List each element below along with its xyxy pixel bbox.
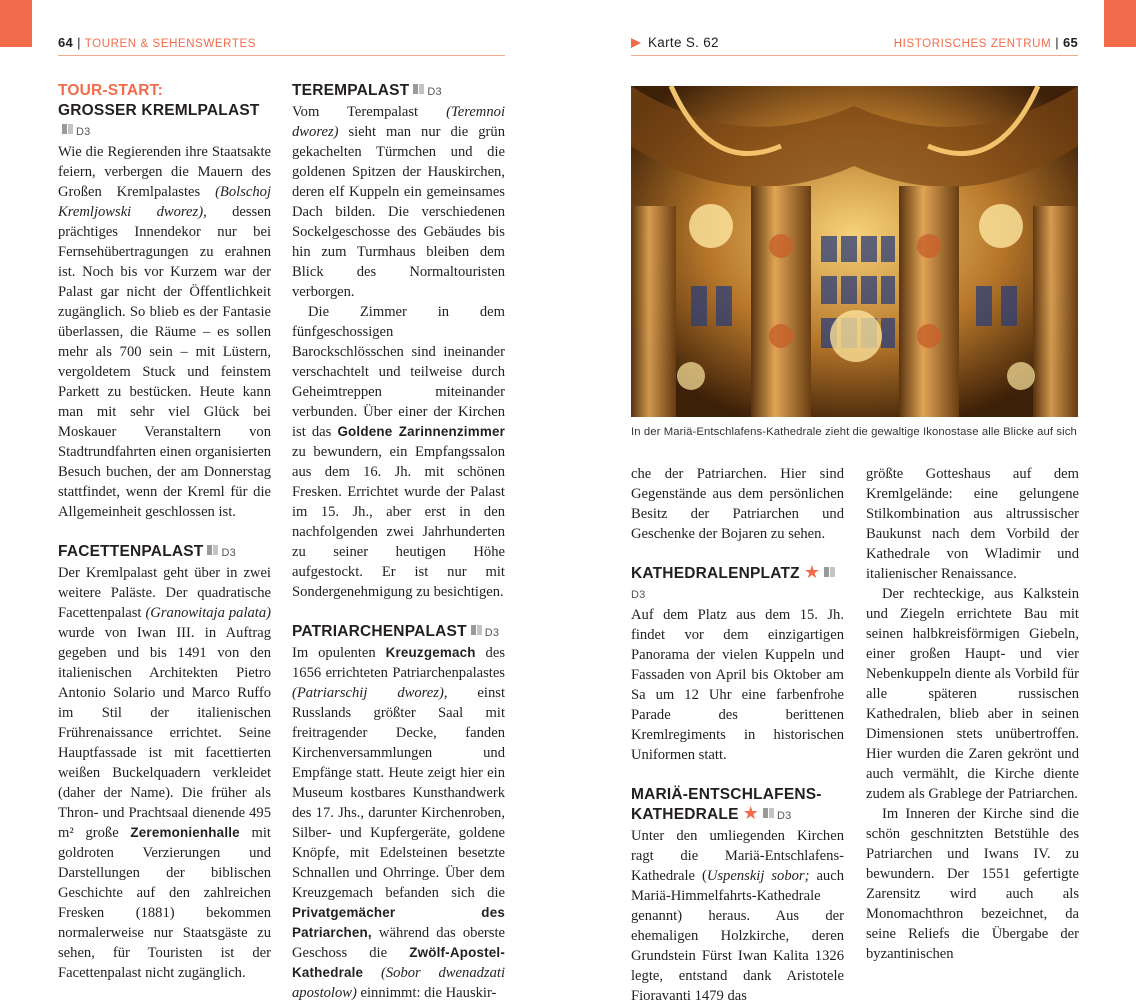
arrow-right-icon [631, 38, 641, 48]
photo-caption: In der Mariä-Entschlafens-Kathedrale zieht die gewaltige Ikonostase alle Blicke auf sich [631, 426, 1077, 438]
book-map-icon [763, 808, 774, 818]
heading-grosser-kremlpalast [58, 101, 271, 142]
keyword: Zwölf-Apostel-Kathedrale [292, 945, 505, 980]
paragraph-continued: größte Gotteshaus auf dem Kremlgelände: eine gelungene Stilkombination aus altrussischer Baukunst nach dem Vorbild der Kathedrale von Wladimir und italienischer Renaissance. [866, 466, 1079, 582]
star-icon: ★ [803, 561, 821, 582]
heading-text: KATHEDRALE [631, 806, 739, 823]
text-run: Im opulenten [292, 645, 386, 661]
heading-kathedralenplatz [631, 561, 844, 605]
map-grid-ref[interactable]: D3 [776, 810, 792, 822]
keyword: Zeremonienhalle [130, 825, 240, 840]
book-map-icon [62, 124, 73, 134]
thumb-tab-right [1104, 0, 1136, 47]
map-grid-ref[interactable]: D3 [631, 589, 646, 601]
book-map-icon [824, 567, 835, 577]
paragraph-terempalast-2 [292, 302, 505, 602]
map-grid-ref[interactable]: D3 [221, 547, 236, 559]
text-run: einst Russlands größter Saal mit freitragender Decke, fanden Kirchenversammlungen und Empfänge statt. Heute zeigt hier ein Museum kostbares Kunsthandwerk des 17. Jhs., darunter Kirchenroben, Silber- und Kupfergeräte, goldene Knöpfe, mit Edelsteinen besetzte Schnallen und Ohrringe. Über dem Kreuzgemach befanden sich die [292, 685, 505, 901]
page-number-right: 65 [1062, 35, 1078, 50]
paragraph-terempalast-1 [292, 102, 505, 302]
book-map-icon [207, 545, 218, 555]
text-run [363, 965, 381, 981]
page-number-left: 64 [58, 35, 74, 50]
paragraph-bau: Der rechteckige, aus Kalkstein und Ziegeln errichtete Bau mit seinen halbkreisförmigen Giebeln, einer großen Haupt- und vier Nebenkuppeln diente als Vorbild für alle späteren russischen Kathedralen, blieb aber in seinen Dimensionen stets unübertroffen. Hier wurden die Zaren gekrönt und auch vermählt, die Kirche diente zudem als Grablege der Patriarchen. [866, 586, 1079, 802]
text-run: des 1656 errichteten Patriarchenpalastes [292, 645, 505, 681]
text-run: Der Kremlpalast geht über in zwei weitere Paläste. Der quadratische Facettenpalast [58, 565, 271, 621]
paragraph-facettenpalast [58, 563, 271, 983]
keyword: Privatgemächer des Patriarchen, [292, 905, 505, 940]
paragraph-continued: che der Patriarchen. Hier sind Gegenstände aus dem persönlichen Besitz der Patriarchen und Geschenke der Bojaren zu sehen. [631, 466, 844, 542]
paragraph-maria-entschlafens [631, 826, 844, 1006]
text-column-4 [866, 464, 1079, 964]
text-column-2 [292, 81, 505, 1003]
text-run: Vom Terempalast [292, 104, 447, 120]
text-run-italic: Uspenskij sobor; [706, 868, 810, 884]
running-header-right [631, 35, 1078, 56]
text-run: Unter den umliegenden Kirchen ragt die Mariä-Entschlafens-Kathedrale ( [631, 828, 844, 884]
heading-facettenpalast [58, 542, 271, 563]
text-run-italic: (Granowitaja palata) [145, 605, 272, 621]
heading-text: MARIÄ-ENTSCHLAFENS- [631, 786, 822, 803]
header-separator: | [77, 35, 81, 50]
heading-patriarchenpalast [292, 622, 505, 643]
map-reference[interactable] [631, 35, 719, 50]
map-grid-ref[interactable]: D3 [484, 627, 500, 639]
heading-text: KATHEDRALENPLATZ [631, 565, 800, 582]
map-reference-label: Karte S. 62 [648, 35, 719, 50]
paragraph-patriarchenpalast [292, 643, 505, 1003]
paragraph-inneren: Im Inneren der Kirche sind die schön geschnitzten Betstühle des Patriarchen und Iwans IV. zu bewundern. Der 1551 gefertigte Zarensitz wird auch als Monomachthron bezeichnet, da seine Reliefs die Übergabe der byzantinischen [866, 806, 1079, 962]
text-run: auch Mariä-Himmelfahrts-Kathedrale genannt) heraus. Aus der ehemaligen Holzkirche, deren Grundstein Fürst Iwan Kalita 1326 legte, entstand dank Aristotele Fioravanti 1479 das [631, 868, 844, 1004]
text-run-italic: (Bolschoj Kremljowski dworez), [58, 184, 271, 220]
heading-text: GROSSER KREMLPALAST [58, 102, 260, 119]
text-run-italic: (Sobor dwenadzati apostolow) [292, 965, 505, 1001]
text-run: Die Zimmer in dem fünfgeschossigen Barockschlösschen sind ineinander verschachtelt und teilweise durch Geheimtreppen miteinander verbunden. Über einer der Kirchen ist das [292, 304, 505, 440]
running-header-left [58, 35, 505, 56]
text-run: während das oberste Geschoss die [292, 925, 505, 961]
text-run: zu bewundern, ein Empfangssalon aus dem 16. Jh. mit schönen Fresken. Errichtet wurde der Palast im 15. Jh., aber erst in den nachfolgenden zwei Jahrhunderten zu seiner heutigen Höhe aufgestockt. Er ist nur mit Sondergenehmigung zu besichtigen. [292, 444, 505, 600]
heading-text: TEREMPALAST [292, 82, 410, 99]
text-column-3 [631, 464, 844, 1006]
text-run: wurde von Iwan III. in Auftrag gegeben und bis 1491 von den italienischen Architekten Pietro Antonio Solario und Marco Ruffo im Stil der italienischen Frührenaissance errichtet. Seine Hauptfassade ist mit facettierten weißen Buckelquadern verkleidet (daher der Name). Die früher als Thron- und Prachtsaal dienende 495 m² große [58, 625, 271, 841]
text-run-italic: (Patriarschij dworez), [292, 685, 448, 701]
book-map-icon [413, 84, 424, 94]
section-title-left: TOUREN & SEHENSWERTES [84, 38, 257, 50]
tour-start-label: TOUR-START: [58, 82, 163, 99]
text-run: Wie die Regierenden ihre Staatsakte feiern, verbergen die Mauern des Großen Kremlpalastes [58, 144, 271, 200]
cathedral-iconostasis-photo [631, 86, 1078, 417]
book-map-icon [471, 625, 482, 635]
header-separator: | [1055, 35, 1059, 50]
star-icon: ★ [742, 802, 759, 823]
map-grid-ref[interactable]: D3 [76, 126, 91, 138]
map-grid-ref[interactable]: D3 [427, 86, 442, 98]
text-run: sieht man nur die grün gekachelten Türmchen und die goldenen Spitzen der Hauskirchen, deren elf Kuppeln ein gemeinsames Dach bilden. Die verschiedenen Sockelgeschosse des Gebäudes bis hin zum Turmhaus bleiben dem Blick des Normaltouristen verborgen. [292, 124, 505, 300]
photo-illustration [631, 86, 1078, 417]
heading-maria-entschlafens-kathedrale [631, 785, 844, 826]
text-run: einnimmt: die Hauskir- [356, 985, 497, 1001]
text-run-italic: (Teremnoi dworez) [292, 104, 505, 140]
heading-text: PATRIARCHENPALAST [292, 623, 467, 640]
header-right-group [894, 35, 1078, 50]
keyword: Goldene Zarinnenzimmer [337, 424, 506, 439]
thumb-tab-left [0, 0, 32, 47]
paragraph-kathedralenplatz: Auf dem Platz aus dem 15. Jh. findet vor dem einzigartigen Panorama der vielen Kuppeln und Fassaden von April bis Oktober am Sa um 12 Uhr eine farbenfrohe Parade des berittenen Kremlregiments in historischen Uniformen statt. [631, 607, 844, 763]
text-column-1 [58, 81, 271, 983]
section-title-right: HISTORISCHES ZENTRUM [893, 38, 1052, 50]
text-run: mit goldroten Verzierungen und Darstellungen der biblischen Geschichte auf den zahlreichen Fresken (1881) bekommen normalerweise nur Staatsgäste zu sehen, für Touristen ist der Facettenpalast nicht zugänglich. [58, 825, 271, 981]
text-run: dessen prächtiges Innendekor nur bei Fernsehübertragungen zu erahnen ist. Noch bis vor Kurzem war der Palast gar nicht der Öffentlichkeit zugänglich. So blieb es der Fantasie überlassen, die Räume – es sollen mehr als 700 sein – mit Lüstern, vergoldetem Stuck und feinstem Parkett zu bestücken. Heute kann man mit sehr viel Glück bei Moskauer Veranstaltern von Stadtrundfahrten einen organisierten Besuch buchen, der am Donnerstag stattfindet, wenn der Kreml für die Allgemeinheit geschlossen ist. [58, 204, 271, 520]
heading-text: FACETTENPALAST [58, 543, 204, 560]
heading-terempalast [292, 81, 505, 102]
paragraph-kremlpalast [58, 142, 271, 522]
keyword: Kreuzgemach [385, 645, 476, 660]
